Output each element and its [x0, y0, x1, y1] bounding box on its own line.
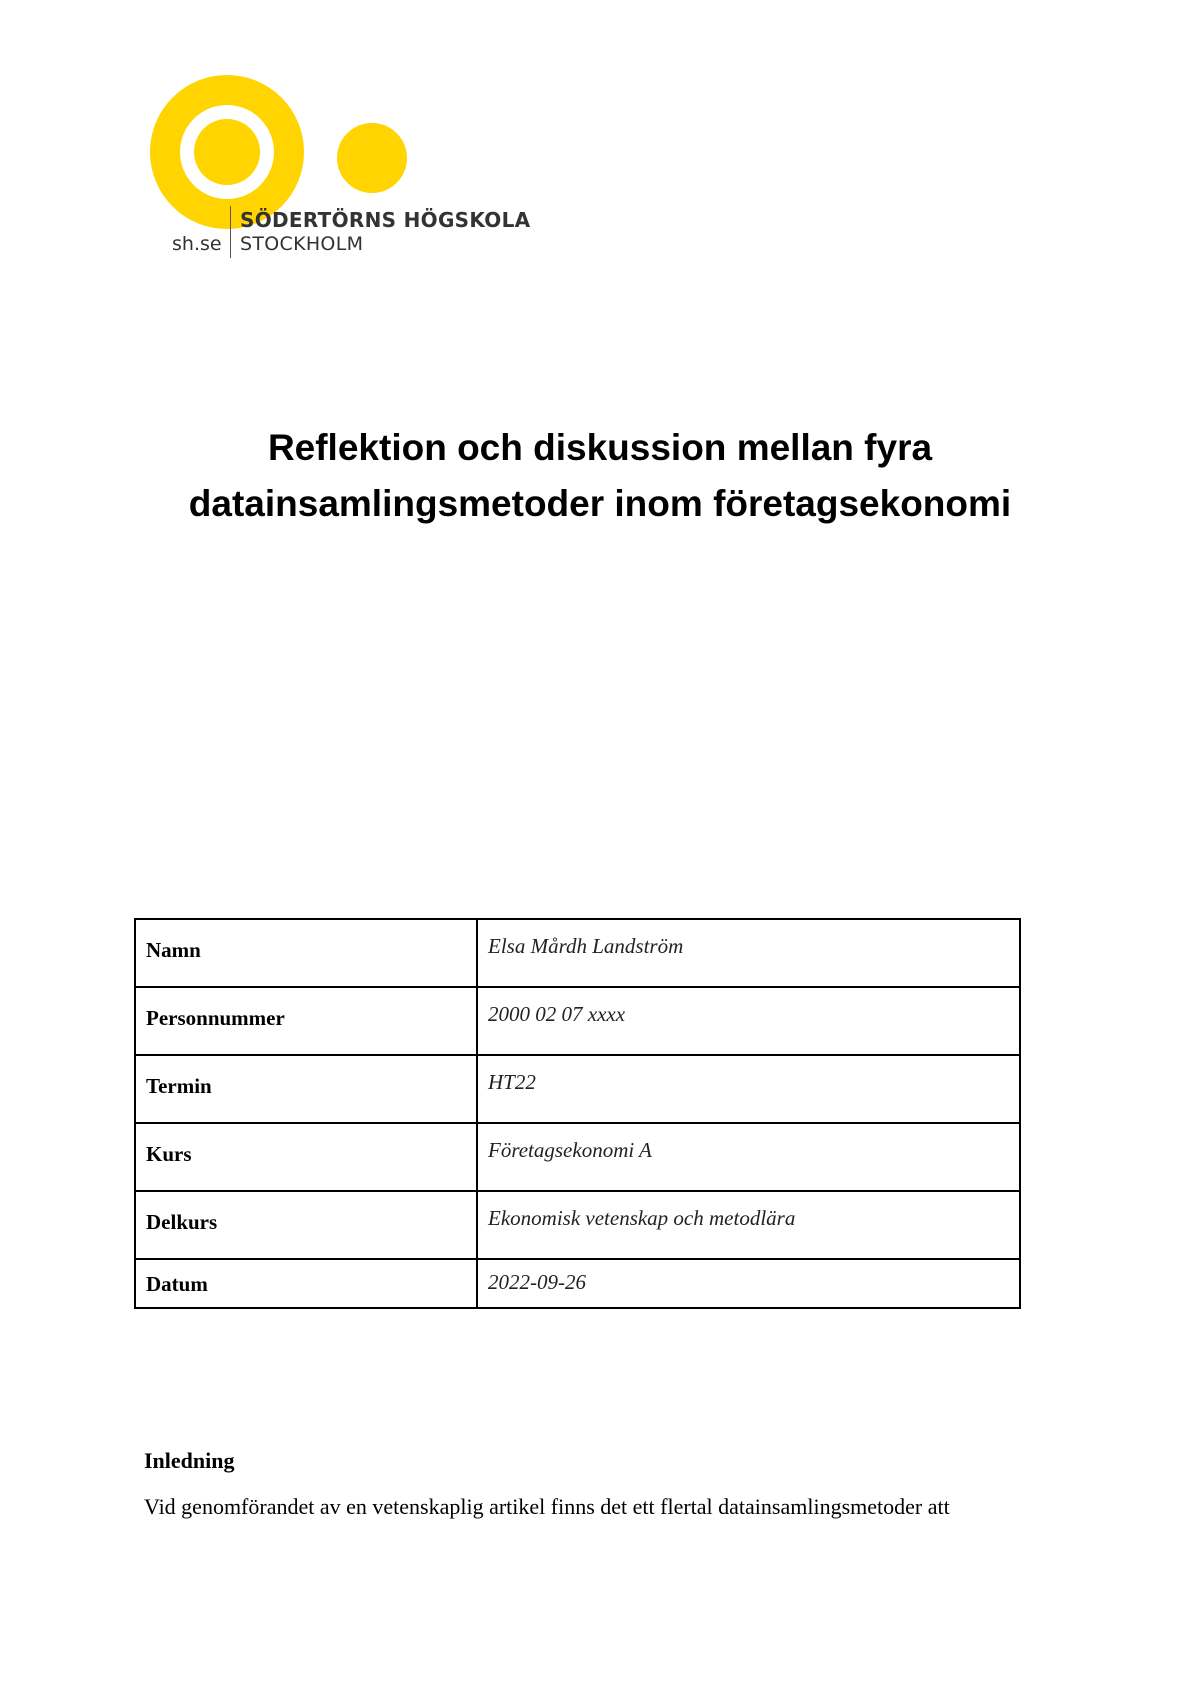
table-row: [135, 1055, 1020, 1123]
logo-city: STOCKHOLM: [240, 233, 364, 255]
table-row: [135, 1123, 1020, 1191]
section-paragraph: Vid genomförandet av en vetenskaplig artikel finns det ett flertal datainsamlingsmetoder att: [144, 1494, 950, 1519]
table-row: [135, 1259, 1020, 1308]
student-info-table: [134, 918, 1021, 1309]
document-title: [100, 420, 1100, 532]
row-value-kurs: Företagsekonomi A: [477, 1123, 1020, 1191]
table-row: [135, 1191, 1020, 1259]
table-row: [135, 987, 1020, 1055]
document-title-line-2: datainsamlingsmetoder inom företagsekonomi: [188, 483, 1012, 524]
row-value-termin: HT22: [477, 1055, 1020, 1123]
row-value-delkurs: Ekonomisk vetenskap och metodlära: [477, 1191, 1020, 1259]
row-value-personnummer: 2000 02 07 xxxx: [477, 987, 1020, 1055]
row-value-namn: Elsa Mårdh Landström: [477, 919, 1020, 987]
section-heading: Inledning: [144, 1448, 235, 1473]
document-title-line-1: Reflektion och diskussion mellan fyra: [267, 427, 933, 468]
row-label-delkurs: Delkurs: [135, 1191, 477, 1259]
university-logo: [140, 70, 550, 270]
logo-institution-name: SÖDERTÖRNS HÖGSKOLA: [240, 208, 531, 232]
row-label-datum: Datum: [135, 1259, 477, 1308]
logo-domain: sh.se: [172, 233, 222, 255]
row-label-personnummer: Personnummer: [135, 987, 477, 1055]
logo-divider: [230, 206, 231, 258]
row-label-kurs: Kurs: [135, 1123, 477, 1191]
row-value-datum: 2022-09-26: [477, 1259, 1020, 1308]
row-label-namn: Namn: [135, 919, 477, 987]
row-label-termin: Termin: [135, 1055, 477, 1123]
table-row: [135, 919, 1020, 987]
